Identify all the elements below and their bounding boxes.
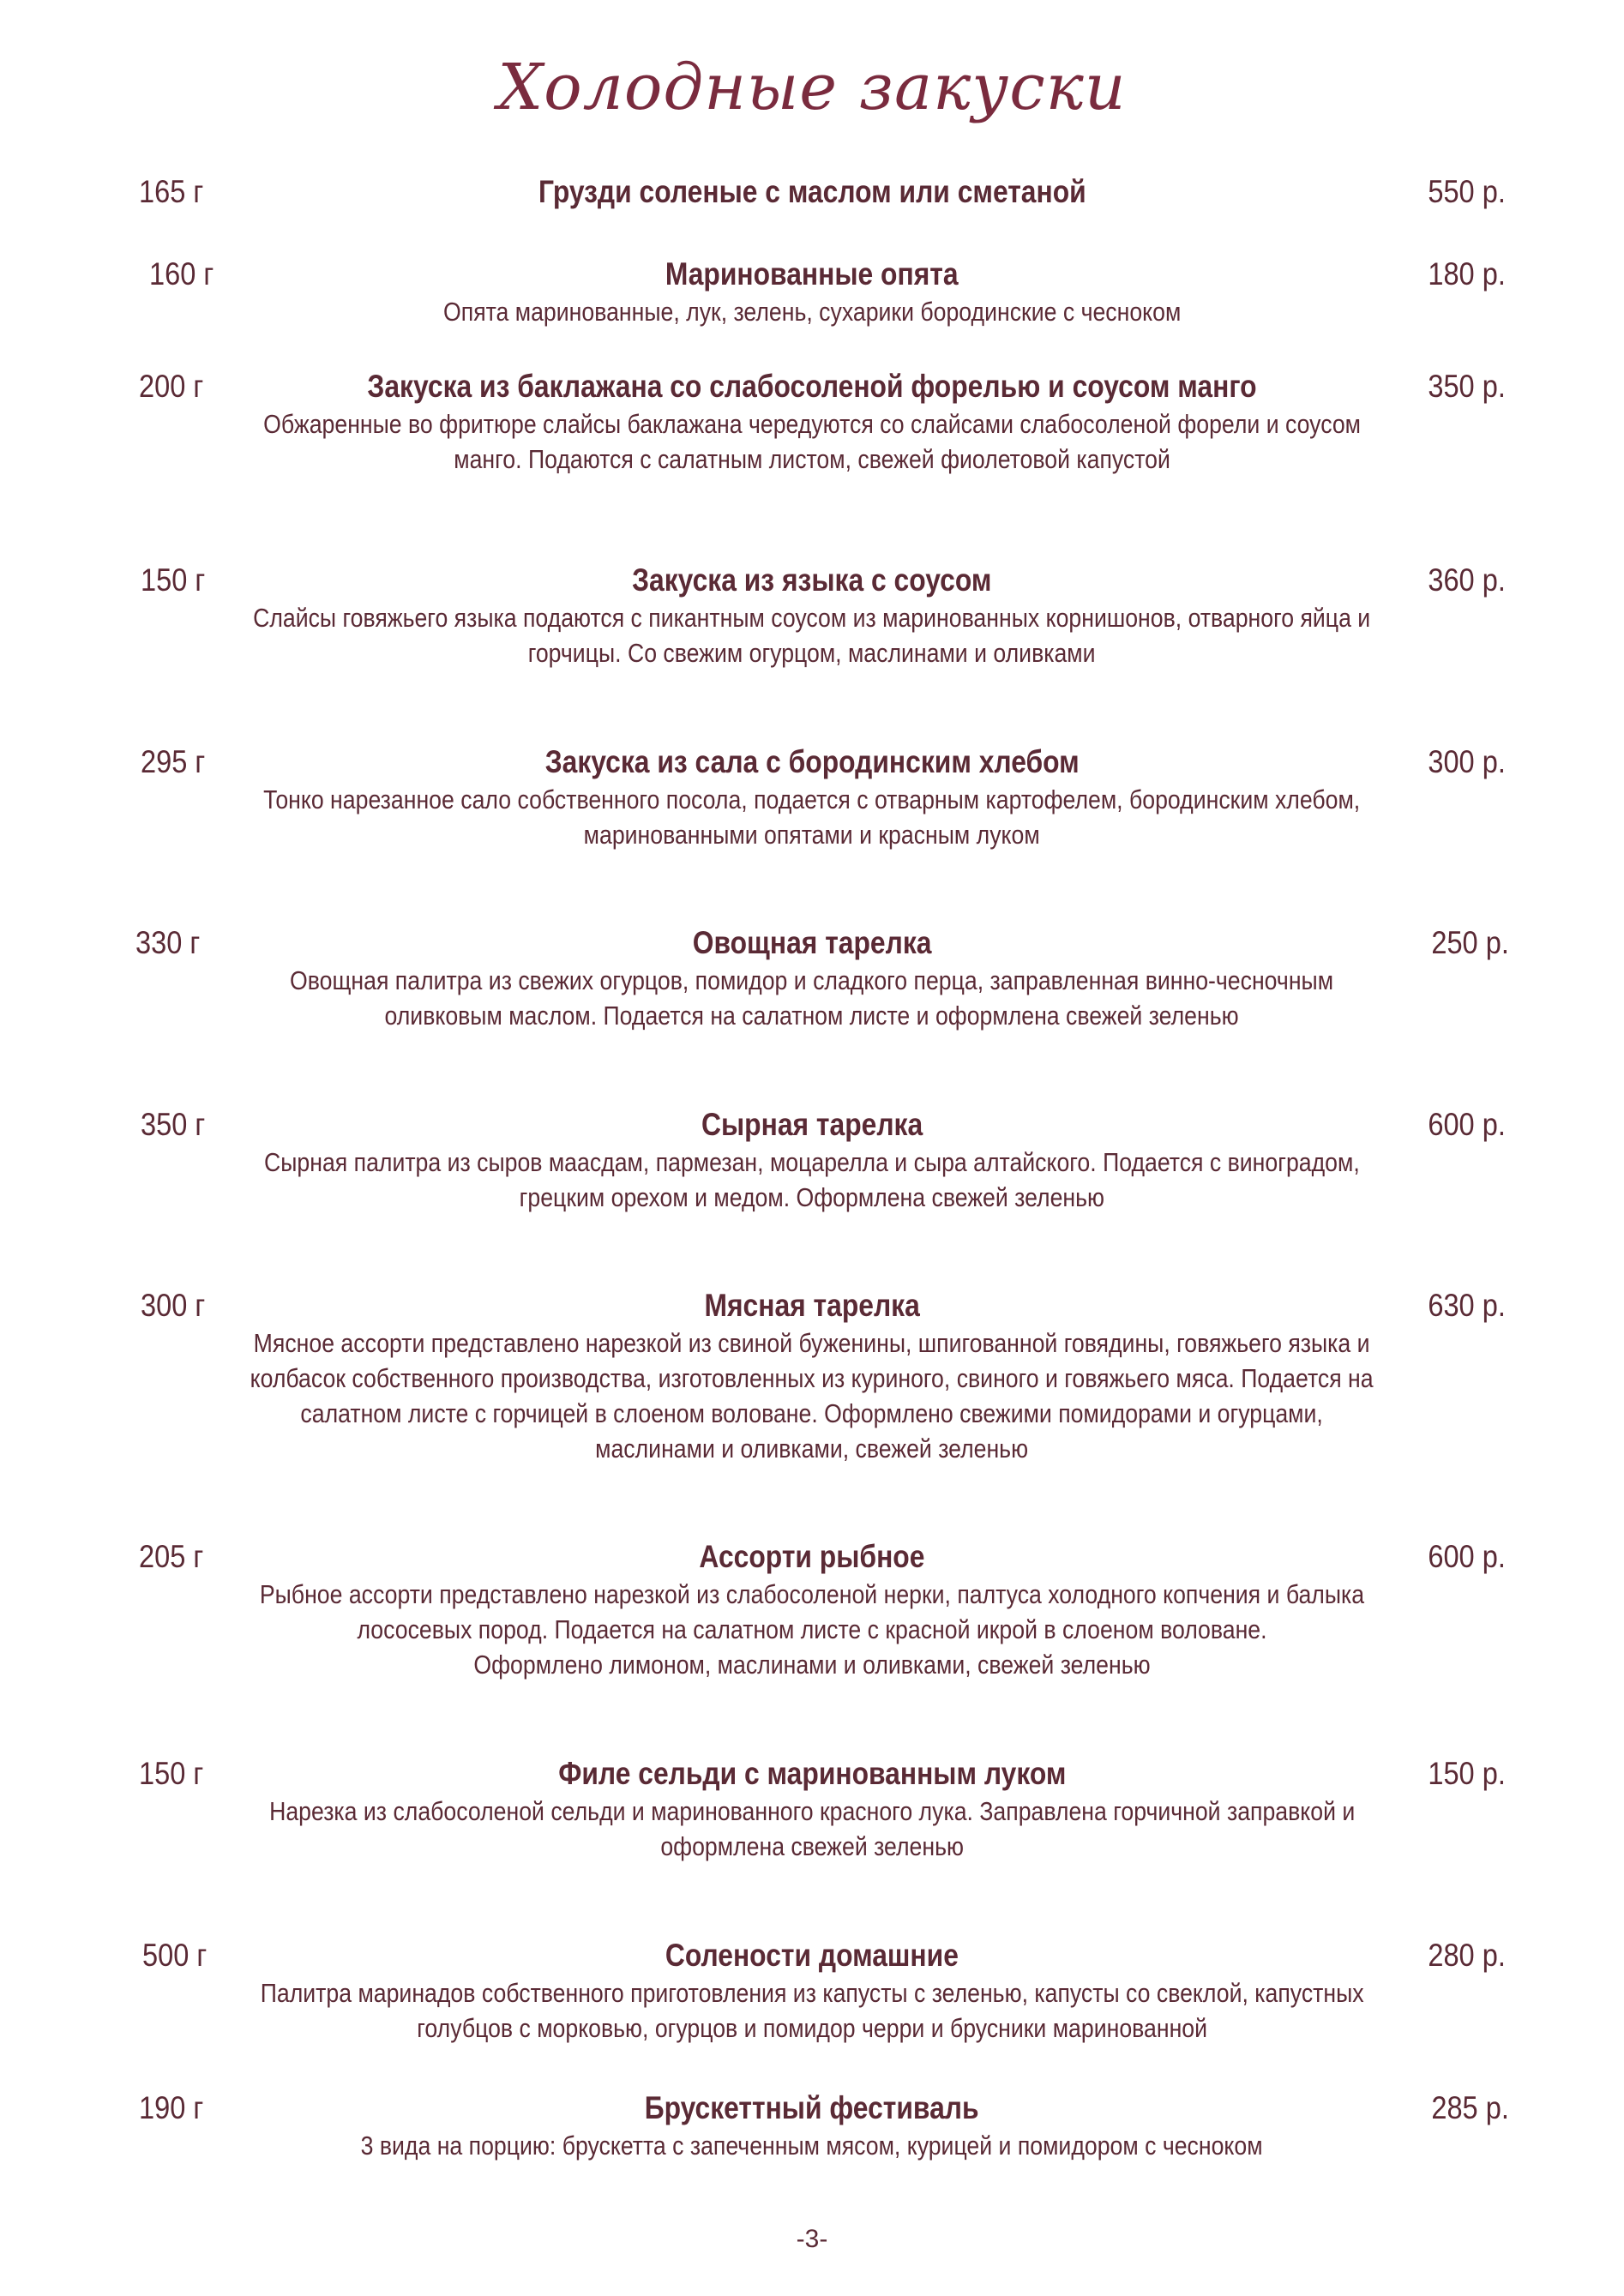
menu-item <box>0 2086 1624 2163</box>
menu-item <box>0 364 1624 477</box>
item-name: Филе сельди с маринованным луком <box>557 1756 1067 1791</box>
item-price: 600 р. <box>1428 1107 1506 1142</box>
item-price: 360 р. <box>1428 562 1506 598</box>
item-name: Закуска из баклажана со слабосоленой форелью и соусом манго <box>367 369 1257 404</box>
menu-item <box>0 170 1624 214</box>
item-description: Тонко нарезанное сало собственного посола, подается с отварным картофелем, бородинским хлебом, маринованными опятами и красным луком <box>263 784 1361 850</box>
item-price: 350 р. <box>1428 369 1506 404</box>
item-description: Опята маринованные, лук, зелень, сухарики бородинские с чесноком <box>442 297 1182 327</box>
item-name: Маринованные опята <box>665 256 959 292</box>
menu-item <box>0 252 1624 329</box>
menu-item <box>0 921 1624 1033</box>
item-description: Слайсы говяжьего языка подаются с пикантным соусом из маринованных корнишонов, отварного яйца и горчицы. Со свежим огурцом, маслинами и оливками <box>253 603 1371 668</box>
item-name: Закуска из сала с бородинским хлебом <box>544 744 1080 779</box>
item-weight: 295 г <box>141 744 206 779</box>
page-number: -3- <box>796 2225 828 2253</box>
menu-item <box>0 1752 1624 1864</box>
item-weight: 150 г <box>141 562 206 598</box>
menu-item <box>0 1933 1624 2046</box>
item-weight: 350 г <box>141 1107 206 1142</box>
item-weight: 150 г <box>139 1756 204 1791</box>
menu-item <box>0 1283 1624 1466</box>
item-description: Овощная палитра из свежих огурцов, помидор и сладкого перца, заправленная винно-чесночным оливковым маслом. Подается на салатном листе и оформлена свежей зеленью <box>290 965 1334 1031</box>
item-price: 630 р. <box>1428 1288 1506 1323</box>
item-description: 3 вида на порцию: брускетта с запеченным мясом, курицей и помидором с чесноком <box>361 2131 1263 2161</box>
item-weight: 165 г <box>139 174 204 209</box>
menu-item <box>0 740 1624 852</box>
menu-item <box>0 1535 1624 1682</box>
item-description: Сырная палитра из сыров маасдам, пармезан, моцарелла и сыра алтайского. Подается с виноградом, грецким орехом и медом. Оформлена свежей зеленью <box>264 1147 1360 1212</box>
item-price: 150 р. <box>1428 1756 1506 1791</box>
item-name: Сырная тарелка <box>701 1107 923 1142</box>
item-description: Палитра маринадов собственного приготовления из капусты с зеленью, капусты со свеклой, капустных голубцов с морковью, огурцов и помидор черри и брусники маринованной <box>260 1978 1364 2043</box>
item-name: Грузди соленые с маслом или сметаной <box>538 174 1086 209</box>
item-price: 300 р. <box>1428 744 1506 779</box>
menu-item <box>0 1103 1624 1215</box>
item-description: Нарезка из слабосоленой сельди и маринованного красного лука. Заправлена горчичной заправкой и оформлена свежей зеленью <box>268 1796 1356 1861</box>
item-description: Обжаренные во фритюре слайсы баклажана чередуются со слайсами слабосоленой форели и соусом манго. Подаются с салатным листом, свежей фиолетовой капустой <box>263 409 1361 474</box>
item-name: Закуска из языка с соусом <box>632 562 992 598</box>
menu-item <box>0 558 1624 670</box>
item-name: Брускеттный фестиваль <box>645 2090 979 2125</box>
item-price: 180 р. <box>1428 256 1506 292</box>
item-description: Рыбное ассорти представлено нарезкой из слабосоленой нерки, палтуса холодного копчения и балыка лососевых пород. Подается на салатном листе с красной икрой в слоеном воловане. Оформлено лимоном, маслинами и оливками, свежей зеленью <box>259 1579 1365 1680</box>
item-weight: 300 г <box>141 1288 206 1323</box>
item-price: 550 р. <box>1428 174 1506 209</box>
item-description: Мясное ассорти представлено нарезкой из свиной буженины, шпигованной говядины, говяжьего языка и колбасок собственного производства, изготовленных из куриного, свиного и говяжьего мяса. Подается на салатном листе с горчицей в слоеном воловане. Оформлено свежими помидорами и огурцами, маслинами и оливками, свежей зеленью <box>250 1328 1374 1464</box>
item-price: 600 р. <box>1428 1539 1506 1574</box>
item-weight: 160 г <box>149 256 214 292</box>
item-weight: 190 г <box>139 2090 204 2125</box>
item-name: Ассорти рыбное <box>699 1539 925 1574</box>
item-price: 285 р. <box>1431 2090 1509 2125</box>
page-title: Холодные закуски <box>497 51 1127 124</box>
item-name: Солености домашние <box>665 1938 959 1973</box>
item-weight: 500 г <box>142 1938 208 1973</box>
item-name: Овощная тарелка <box>692 925 932 960</box>
item-weight: 200 г <box>139 369 204 404</box>
item-weight: 205 г <box>139 1539 204 1574</box>
item-price: 280 р. <box>1428 1938 1506 1973</box>
item-name: Мясная тарелка <box>704 1288 920 1323</box>
item-price: 250 р. <box>1431 925 1509 960</box>
item-weight: 330 г <box>135 925 201 960</box>
